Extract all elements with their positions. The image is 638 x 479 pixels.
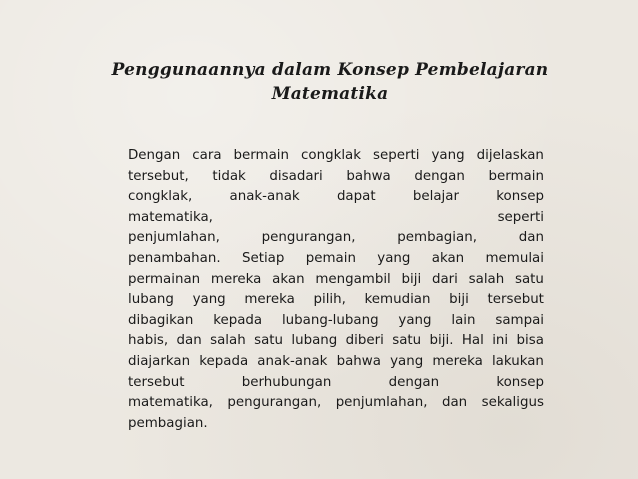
body-word: habis, xyxy=(128,333,169,349)
body-word: mereka xyxy=(210,271,262,287)
body-word: kepada xyxy=(213,312,263,328)
body-word: yang xyxy=(377,250,411,266)
body-word: congklak xyxy=(301,148,362,163)
body-line-words xyxy=(128,331,544,352)
body-word: anak-anak xyxy=(229,189,300,205)
body-word: dengan xyxy=(388,374,440,390)
body-word: bahwa xyxy=(346,168,391,184)
body-word: lubang xyxy=(291,333,338,349)
body-line xyxy=(128,270,544,291)
body-word: satu xyxy=(515,271,544,287)
body-line-words xyxy=(128,373,544,394)
body-word: Dengan xyxy=(128,148,181,163)
body-line-words xyxy=(128,208,544,229)
body-word: bermain xyxy=(233,148,290,163)
body-word: yang xyxy=(192,292,226,308)
body-word: bermain xyxy=(488,168,544,184)
body-line-words xyxy=(128,352,544,373)
body-word: disadari xyxy=(269,168,323,184)
body-word: kemudian xyxy=(364,292,431,308)
body-word: dapat xyxy=(336,189,376,205)
body-line-words xyxy=(128,249,544,270)
body-line-words xyxy=(128,393,544,414)
body-line-words xyxy=(128,228,544,249)
body-line-words xyxy=(128,290,544,311)
body-line-words xyxy=(128,414,544,435)
body-word: tersebut xyxy=(128,374,185,390)
body-line xyxy=(128,393,544,414)
body-word: konsep xyxy=(496,189,544,205)
body-line xyxy=(128,167,544,188)
body-word: anak-anak xyxy=(257,353,328,369)
body-word: dan xyxy=(518,230,544,246)
body-word: lubang xyxy=(128,292,174,308)
body-line xyxy=(128,187,544,208)
body-word: penjumlahan, xyxy=(335,395,428,411)
body-word: dijelaskan xyxy=(476,148,544,163)
body-word: salah xyxy=(210,333,246,349)
body-line-words xyxy=(128,187,544,208)
body-word: pemain xyxy=(305,250,356,266)
body-line xyxy=(128,373,544,394)
body-word: sekaligus xyxy=(481,395,544,411)
body-word: pembagian. xyxy=(128,415,208,431)
slide-title-line-1: Penggunaannya dalam Konsep Pembelajaran xyxy=(111,60,549,80)
slide-title-line-2: Matematika xyxy=(271,84,389,104)
body-word: konsep xyxy=(496,374,544,390)
body-word: lain xyxy=(451,312,476,328)
body-word: biji xyxy=(401,271,422,287)
body-word: bisa xyxy=(516,333,544,349)
body-line xyxy=(128,311,544,332)
body-word: pengurangan, xyxy=(261,230,356,246)
body-line xyxy=(128,331,544,352)
body-word: satu xyxy=(254,333,284,349)
body-line xyxy=(128,249,544,270)
body-word: dengan xyxy=(414,168,465,184)
body-word: biji xyxy=(449,292,469,308)
body-word: congklak, xyxy=(128,189,193,205)
body-line-words xyxy=(128,270,544,291)
body-word: penjumlahan, xyxy=(128,230,220,246)
body-word: yang xyxy=(398,312,432,328)
body-word: matematika, xyxy=(128,209,213,225)
body-word: Hal xyxy=(461,333,484,349)
body-word: berhubungan xyxy=(241,374,332,390)
body-line xyxy=(128,208,544,229)
body-word: sampai xyxy=(495,312,544,328)
body-word: dibagikan xyxy=(128,312,194,328)
body-word: kepada xyxy=(199,353,249,369)
body-line xyxy=(128,146,544,167)
body-word: lakukan xyxy=(491,353,544,369)
body-word: diajarkan xyxy=(128,353,191,369)
body-word: yang xyxy=(390,353,424,369)
body-word: permainan xyxy=(128,271,201,287)
body-line-words xyxy=(128,167,544,188)
body-word: mereka xyxy=(432,353,483,369)
body-word: pengurangan, xyxy=(227,395,322,411)
body-word: dari xyxy=(431,271,458,287)
body-word: memulai xyxy=(485,250,544,266)
body-word: salah xyxy=(468,271,505,287)
slide-body xyxy=(128,146,544,434)
body-word: cara xyxy=(192,148,222,163)
body-word: bahwa xyxy=(336,353,381,369)
body-word: dan xyxy=(441,395,468,411)
body-word: tidak xyxy=(212,168,246,184)
body-word: satu xyxy=(392,333,422,349)
body-word: pembagian, xyxy=(397,230,477,246)
body-word: ini xyxy=(492,333,509,349)
body-word: mengambil xyxy=(315,271,391,287)
body-word: matematika, xyxy=(128,395,213,411)
body-word: seperti xyxy=(497,209,544,225)
body-word: akan xyxy=(272,271,305,287)
body-word: dan xyxy=(176,333,202,349)
body-line-words xyxy=(128,146,544,167)
body-line-words xyxy=(128,311,544,332)
body-word: biji. xyxy=(429,333,454,349)
body-word: belajar xyxy=(412,189,459,205)
body-line xyxy=(128,290,544,311)
body-word: akan xyxy=(431,250,465,266)
body-line xyxy=(128,228,544,249)
body-word: yang xyxy=(431,148,465,163)
body-word: tersebut xyxy=(487,292,544,308)
body-word: seperti xyxy=(373,148,420,163)
slide-title xyxy=(110,58,550,106)
body-word: tersebut, xyxy=(128,168,189,184)
body-line xyxy=(128,352,544,373)
body-word: lubang-lubang xyxy=(281,312,379,328)
body-word: pilih, xyxy=(313,292,346,308)
body-word: penambahan. xyxy=(128,250,221,266)
body-word: Setiap xyxy=(241,250,285,266)
body-word: mereka xyxy=(244,292,295,308)
body-word: diberi xyxy=(345,333,384,349)
body-line xyxy=(128,414,544,435)
